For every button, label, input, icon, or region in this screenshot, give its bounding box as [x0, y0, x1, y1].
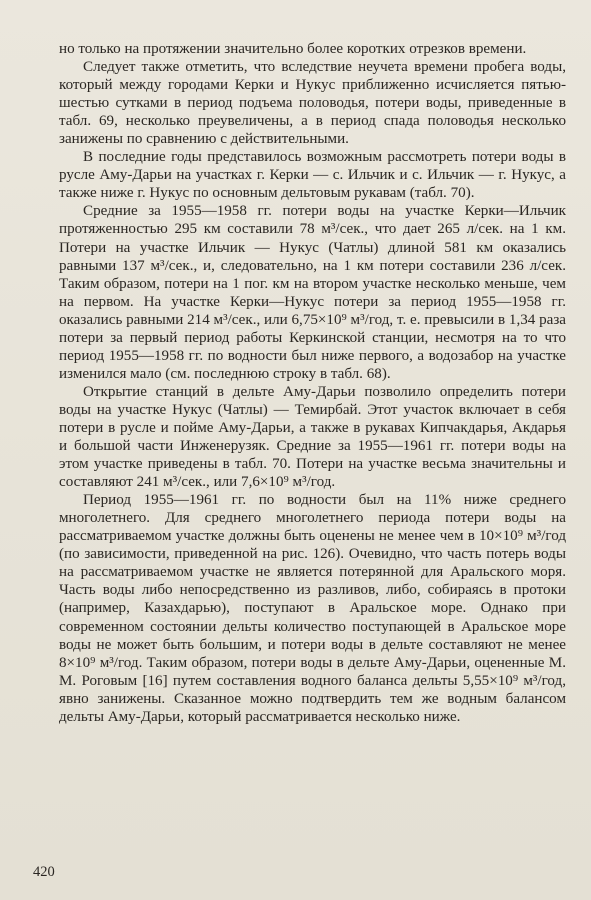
paragraph-continuation: но только на протяжении значительно более коротких отрезков времени.	[59, 41, 527, 57]
page-number: 420	[33, 864, 55, 880]
body-text	[59, 40, 566, 726]
paragraph-losses-1955-1958: Средние за 1955—1958 гг. потери воды на участке Керки—Ильчик протяженностью 295 км составили 78 м³/сек., что дает 265 л/сек. на 1 км. Потери на участке Ильчик — Нукус (Чатлы) длиной 581 км оказались равными 137 м³/сек., и, следовательно, на 1 км потери составили 236 л/сек. Таким образом, потери на 1 пог. км на втором участке несколько меньше, чем на первом. На участке Керки—Нукус потери за период 1955—1958 гг. оказались равными 214 м³/сек., или 6,75×10⁹ м³/год, т. е. превысили в 1,34 раза потери за первый период работы Керкинской станции, несмотря на то что период 1955—1958 гг. по водности был ниже первого, а водозабор на участке изменился мало (см. последнюю строку в табл. 68).	[59, 203, 566, 382]
paragraph-delta-stations: Открытие станций в дельте Аму-Дарьи позволило определить потери воды на участке Нукус (Чатлы) — Темирбай. Этот участок включает в себя потери в русле и пойме Аму-Дарьи, а также в рукавах Кипчакдарья, Акдарья и большой части Инженерузяк. Средние за 1955—1961 гг. потери воды на этом участке приведены в табл. 70. Потери на участке весьма значительны и составляют 241 м³/сек., или 7,6×10⁹ м³/год.	[59, 383, 566, 491]
paragraph-recent-years: В последние годы представилось возможным рассмотреть потери воды в русле Аму-Дарьи на участках г. Керки — с. Ильчик и с. Ильчик — г. Нукус, а также ниже г. Нукус по основным дельтовым рукавам (табл. 70).	[59, 149, 566, 202]
paragraph-travel-time-note: Следует также отметить, что вследствие неучета времени пробега воды, который между городами Керки и Нукус приближенно исчисляется пятью-шестью сутками в период подъема половодья, потери воды, приведенные в табл. 69, несколько преувеличены, а в период спада половодья несколько занижены по сравнению с действительными.	[59, 59, 566, 148]
paragraph-period-1955-1961: Период 1955—1961 гг. по водности был на 11% ниже среднего многолетнего. Для среднего многолетнего периода потери воды на рассматриваемом участке должны быть оценены не менее чем в 10×10⁹ м³/год (по зависимости, приведенной на рис. 126). Очевидно, что часть потерь воды на рассматриваемом участке не является потерянной для Аральского моря. Часть воды либо непосредственно из разливов, либо, собираясь в протоки (например, Казахдарью), поступают в Аральское море. Однако при современном состоянии дельты количество поступающей в Аральское море воды не может быть большим, и потери воды в дельте составляют не менее 8×10⁹ м³/год. Таким образом, потери воды в дельте Аму-Дарьи, оцененные М. М. Роговым [16] путем составления водного баланса дельты 5,55×10⁹ м³/год, явно занижены. Сказанное можно подтвердить тем же водным балансом дельты Аму-Дарьи, который рассматривается несколько ниже.	[59, 492, 566, 725]
